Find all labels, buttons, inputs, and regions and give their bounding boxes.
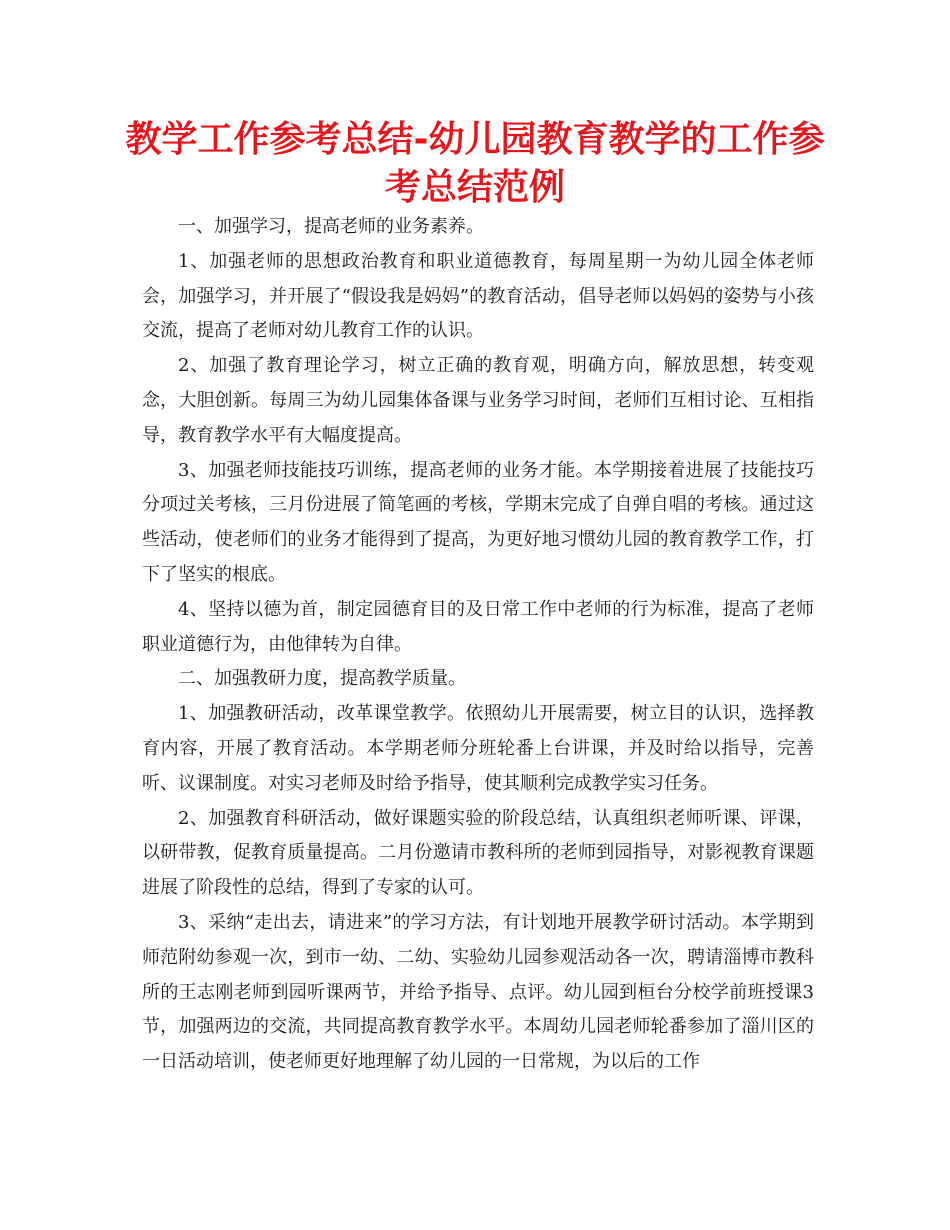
paragraph: 1、加强老师的思想政治教育和职业道德教育，每周星期一为幼儿园全体老师会，加强学习，并开展了“假设我是妈妈”的教育活动，倡导老师以妈妈的姿势与小孩交流，提高了老师对幼儿教育工作的认识。 bbox=[142, 250, 814, 342]
paragraph: 1、加强教研活动，改革课堂教学。依照幼儿开展需要，树立目的认识，选择教育内容，开展了教育活动。本学期老师分班轮番上台讲课，并及时给以指导，完善听、议课制度。对实习老师及时给予指导，使其顺利完成教学实习任务。 bbox=[142, 703, 814, 794]
document-body bbox=[142, 210, 814, 1080]
paragraph: 4、坚持以德为首，制定园德育目的及日常工作中老师的行为标准，提高了老师职业道德行为，由他律转为自律。 bbox=[142, 598, 814, 655]
paragraph: 2、加强了教育理论学习，树立正确的教育观，明确方向，解放思想，转变观念，大胆创新。每周三为幼儿园集体备课与业务学习时间，老师们互相讨论、互相指导，教育教学水平有大幅度提高。 bbox=[142, 355, 814, 446]
paragraph: 2、加强教育科研活动，做好课题实验的阶段总结，认真组织老师听课、评课，以研带教，促教育质量提高。二月份邀请市教科所的老师到园指导，对影视教育课题进展了阶段性的总结，得到了专家的认可。 bbox=[142, 807, 814, 899]
document-title: 教学工作参考总结-幼儿园教育教学的工作参考总结范例 bbox=[125, 119, 825, 208]
section-heading-2: 二、加强教研力度，提高教学质量。 bbox=[178, 668, 466, 690]
section-heading-1: 一、加强学习，提高老师的业务素养。 bbox=[178, 216, 484, 237]
paragraph: 3、加强老师技能技巧训练，提高老师的业务才能。本学期接着进展了技能技巧分项过关考核，三月份进展了简笔画的考核，学期末完成了自弹自唱的考核。通过这些活动，使老师们的业务才能得到了提高，为更好地习惯幼儿园的教育教学工作，打下了坚实的根底。 bbox=[142, 459, 814, 585]
paragraph: 3、采纳“走出去，请进来”的学习方法，有计划地开展教学研讨活动。本学期到师范附幼参观一次，到市一幼、二幼、实验幼儿园参观活动各一次，聘请淄博市教科所的王志刚老师到园听课两节，并给予指导、点评。幼儿园到桓台分校学前班授课3节，加强两边的交流，共同提高教育教学水平。本周幼儿园老师轮番参加了淄川区的一日活动培训，使老师更好地理解了幼儿园的一日常规，为以后的工作 bbox=[142, 911, 814, 1073]
